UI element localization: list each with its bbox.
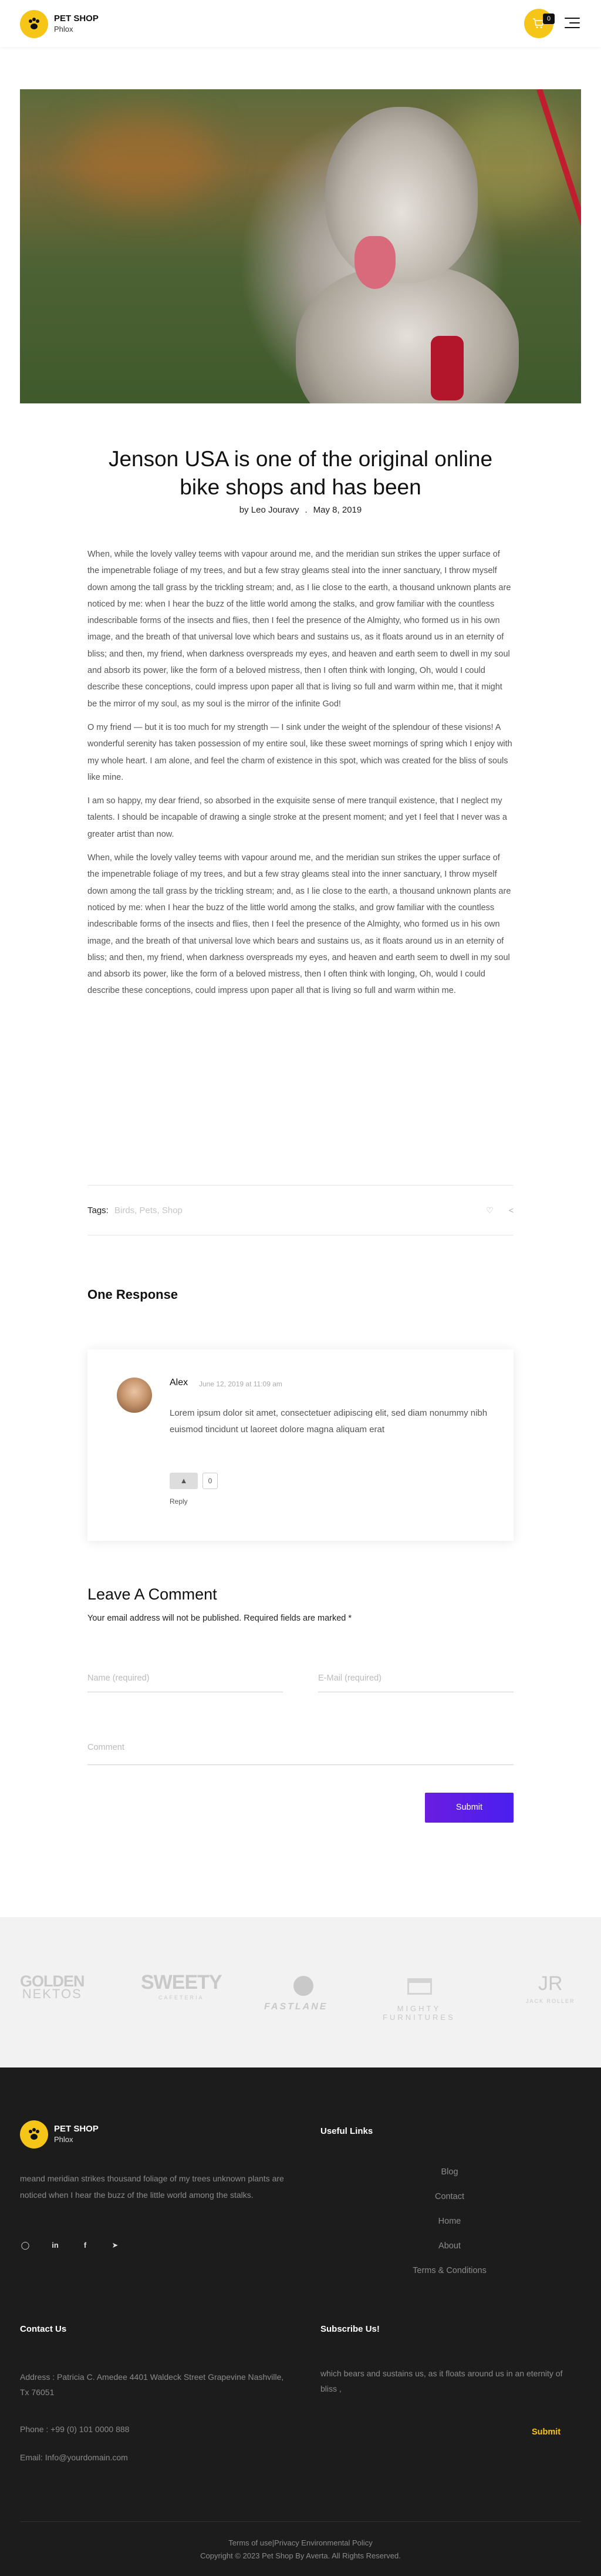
- responses-title: One Response: [87, 1287, 178, 1302]
- comment-card: [87, 1349, 514, 1541]
- site-header: [0, 0, 601, 47]
- footer-logo-subtitle: Phlox: [54, 2135, 73, 2144]
- share-buttons: [471, 1205, 514, 1215]
- like-count: 0: [202, 1473, 218, 1489]
- footer-phone: Phone : +99 (0) 101 0000 888: [20, 2425, 130, 2434]
- post-paragraph: O my friend — but it is too much for my strength — I sink under the weight of the splendour of these visions! A wonderful serenity has taken possession of my entire soul, like these sweet mornings of spring which I enjoy with my whole heart. I am alone, and feel the charm of existence in this spot, which was created for the bliss of souls like mine.: [87, 722, 512, 782]
- like-icon[interactable]: ♡: [486, 1205, 494, 1215]
- footer-logo[interactable]: [20, 2120, 99, 2149]
- name-field[interactable]: Name (required): [87, 1669, 283, 1692]
- avatar: [117, 1378, 152, 1413]
- leave-comment-title: Leave A Comment: [87, 1585, 217, 1603]
- subscribe-submit-button[interactable]: Submit: [532, 2427, 561, 2437]
- comment-date: June 12, 2019 at 11:09 am: [199, 1380, 282, 1388]
- post-paragraph: I am so happy, my dear friend, so absorbed in the exquisite sense of mere tranquil existence, that I neglect my talents. I should be incapable of drawing a single stroke at the present moment; and yet I feel that I never was a greater artist than now.: [87, 796, 507, 839]
- post-paragraph: When, while the lovely valley teems with vapour around me, and the meridian sun strikes the upper surface of the impenetrable foliage of my trees, and but a few stray gleams steal into the inner sanctuary, I throw myself down among the tall grass by the trickling stream; and, as I lie close to the earth, a thousand unknown plants are noticed by me: when I hear the buzz of the little world among the stalks, and grow familiar with the countless indescribable forms of the insects and flies, then I feel the presence of the Almighty, who formed us in his own image, and the breath of that universal love which bears and sustains us, as it floats around us in an eternity of bliss; and then, my friend, when darkness overspreads my eyes, and heaven and earth seem to dwell in my soul and absorb its power, like the form of a beloved mistress, then I often think with longing, Oh, would I could describe these conceptions, could impress upon paper all that is living so full and warm within me.: [87, 853, 511, 996]
- comment-text: Lorem ipsum dolor sit amet, consectetuer adipiscing elit, sed diam nonummy nibh euismod tincidunt ut laoreet dolore magna aliquam erat: [170, 1408, 488, 1435]
- hamburger-menu-button[interactable]: [565, 18, 580, 29]
- brand-logo-sweety[interactable]: SWEETY CAFETERIA: [141, 1971, 222, 2001]
- tags-label: Tags:: [87, 1205, 109, 1215]
- reply-link[interactable]: Reply: [170, 1497, 188, 1506]
- email-field[interactable]: E-Mail (required): [318, 1669, 514, 1692]
- footer-terms-links[interactable]: Terms of use|Privacy Environmental Policy: [228, 2538, 373, 2547]
- subscribe-title: Subscribe Us!: [320, 2324, 380, 2334]
- footer-about-text: meand meridian strikes thousand foliage of my trees unknown plants are noticed when I hear the buzz of the little world among the stalks.: [20, 2174, 284, 2200]
- useful-links-list: [320, 2167, 579, 2291]
- logo-title: PET SHOP: [54, 14, 99, 23]
- tags-list[interactable]: Birds, Pets, Shop: [114, 1205, 183, 1215]
- post-date: May 8, 2019: [313, 505, 362, 515]
- footer-link-contact[interactable]: Contact: [435, 2192, 464, 2201]
- logo-subtitle: Phlox: [54, 25, 73, 33]
- thumbs-up-icon: ▲: [180, 1476, 188, 1485]
- brand-logo-mighty[interactable]: MIGHTY FURNITURES: [383, 2004, 455, 2022]
- footer-email[interactable]: Email: Info@yourdomain.com: [20, 2453, 128, 2462]
- site-logo[interactable]: [20, 10, 99, 38]
- comment-author: Alex: [170, 1378, 188, 1388]
- subscribe-text: which bears and sustains us, as it floats around us in an eternity of bliss ,: [320, 2369, 563, 2393]
- social-links: [20, 2241, 140, 2250]
- post-paragraph: When, while the lovely valley teems with vapour around me, and the meridian sun strikes the upper surface of the impenetrable foliage of my trees, and but a few stray gleams steal into the inner sanctuary, I throw myself down among the tall grass by the trickling stream; and, as I lie close to the earth, a thousand unknown plants are noticed by me: when I hear the buzz of the little world among the stalks, and grow familiar with the countless indescribable forms of the insects and flies, then I feel the presence of the Almighty, who formed us in his own image, and the breath of that universal love which bears and sustains us, as it floats around us in an eternity of bliss; and then, my friend, when darkness overspreads my eyes, and heaven and earth seem to dwell in my soul and absorb its power, like the form of a beloved mistress, then I often think with longing, Oh, would I could describe these conceptions, could impress upon paper all that is living so full and warm within me, that it might be the mirror of my soul, as my soul is the mirror of the infinite God!: [87, 550, 511, 709]
- footer-link-home[interactable]: Home: [438, 2217, 461, 2226]
- thumbs-up-button[interactable]: [170, 1473, 198, 1489]
- comment-form-note: Your email address will not be published. Required fields are marked *: [87, 1614, 352, 1623]
- share-icon[interactable]: <: [508, 1205, 514, 1215]
- footer-logo-title: PET SHOP: [54, 2124, 99, 2134]
- post-author[interactable]: by Leo Jouravy: [239, 505, 299, 515]
- post-title: Jenson USA is one of the original online bike shops and has been: [108, 447, 493, 499]
- submit-comment-button[interactable]: Submit: [425, 1793, 514, 1823]
- facebook-icon[interactable]: f: [83, 2241, 87, 2250]
- comment-field[interactable]: Comment: [87, 1738, 514, 1765]
- footer-address: Address : Patricia C. Amedee 4401 Waldeck Street Grapevine Nashville, Tx 76051: [20, 2372, 284, 2397]
- footer-link-about[interactable]: About: [438, 2241, 461, 2251]
- post-meta: by Leo Jouravy . May 8, 2019: [239, 505, 362, 515]
- brand-logo-fastlane[interactable]: FASTLANE: [264, 2002, 328, 2012]
- footer-divider: [20, 2521, 581, 2522]
- instagram-icon[interactable]: ◯: [21, 2241, 30, 2250]
- brand-logo-jack-roller[interactable]: JR JACK ROLLER: [526, 1972, 575, 2004]
- footer-link-blog[interactable]: Blog: [441, 2167, 458, 2177]
- contact-us-title: Contact Us: [20, 2324, 67, 2334]
- post-featured-image: [20, 89, 581, 403]
- cart-button[interactable]: [524, 9, 553, 38]
- twitter-icon[interactable]: ➤: [112, 2241, 119, 2250]
- footer-copyright: Copyright © 2023 Pet Shop By Averta. All Rights Reserved.: [200, 2551, 401, 2560]
- footer-link-terms[interactable]: Terms & Conditions: [413, 2266, 487, 2275]
- brand-logo-golden[interactable]: GOLDEN NEKTOS: [20, 1972, 85, 2001]
- site-footer: [0, 2067, 601, 2576]
- cart-icon: [532, 18, 544, 29]
- post-content: [87, 546, 514, 1006]
- brand-logos-strip: [0, 1917, 601, 2067]
- paw-logo-icon: [20, 2120, 48, 2149]
- useful-links-title: Useful Links: [320, 2126, 373, 2136]
- linkedin-icon[interactable]: in: [52, 2241, 59, 2250]
- cart-count-badge: 0: [543, 14, 555, 24]
- post-tags-bar: [87, 1185, 514, 1235]
- paw-logo-icon: [20, 10, 48, 38]
